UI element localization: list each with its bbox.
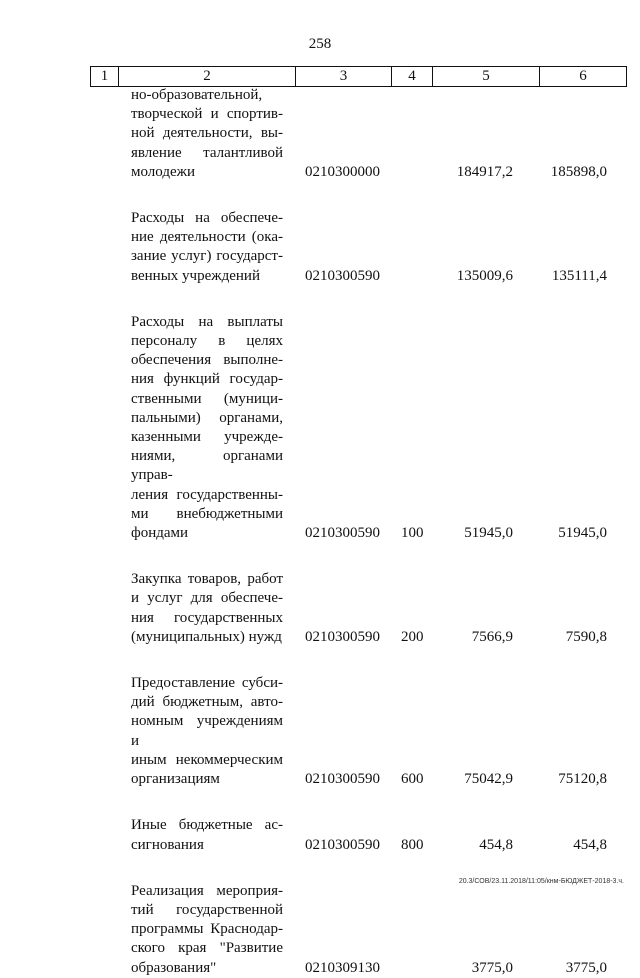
description-line: венных учреждений: [131, 267, 260, 284]
row-description: [131, 816, 283, 854]
column-header-table: [90, 66, 627, 87]
description-line: Реализация мероприя-: [131, 882, 283, 899]
description-line: зание услуг) государст-: [131, 248, 283, 265]
description-line: ние деятельности (ока-: [131, 229, 283, 246]
column-header-1: 1: [91, 67, 119, 87]
row-code: 0210300590: [305, 628, 380, 645]
description-line: ной деятельности, вы-: [131, 125, 283, 142]
row-code: 0210300590: [305, 525, 380, 542]
table-row: [0, 816, 640, 854]
table-row: [0, 882, 640, 978]
description-line: ления государственны-: [131, 486, 283, 503]
description-line: иным некоммерческим: [131, 751, 283, 768]
column-header-5: 5: [433, 67, 540, 87]
description-line: фондами: [131, 525, 189, 542]
table-row: [0, 86, 640, 182]
description-line: ского края "Развитие: [131, 940, 283, 957]
row-expense-type: 200: [401, 628, 424, 645]
row-value-2018: 135009,6: [456, 267, 513, 284]
description-line: сигнования: [131, 836, 204, 853]
row-expense-type: 600: [401, 771, 424, 788]
column-header-3: 3: [296, 67, 392, 87]
description-line: явление талантливой: [131, 144, 283, 161]
table-row: [0, 674, 640, 789]
row-value-2019: 75120,8: [558, 771, 607, 788]
description-line: программы Краснодар-: [131, 921, 283, 938]
column-header-6: 6: [540, 67, 627, 87]
row-value-2019: 135111,4: [551, 267, 607, 284]
row-code: 0210300000: [305, 163, 380, 180]
row-code: 0210300590: [305, 836, 380, 853]
row-value-2018: 3775,0: [471, 959, 513, 976]
row-value-2018: 51945,0: [464, 525, 513, 542]
description-line: Предоставление субси-: [131, 675, 283, 692]
table-row: [0, 209, 640, 286]
description-line: казенными учрежде-: [131, 429, 283, 446]
description-line: обеспечения выполне-: [131, 352, 283, 369]
row-value-2018: 454,8: [479, 836, 513, 853]
row-description: [131, 674, 283, 789]
description-line: Расходы на обеспече-: [131, 210, 283, 227]
table-row: [0, 570, 640, 647]
row-value-2019: 185898,0: [550, 163, 607, 180]
description-line: номным учреждениям и: [131, 713, 283, 749]
description-line: (муниципальных) нужд: [131, 628, 282, 645]
row-value-2018: 75042,9: [464, 771, 513, 788]
budget-rows: [0, 86, 640, 978]
column-header-4: 4: [392, 67, 433, 87]
row-expense-type: 800: [401, 836, 424, 853]
description-line: ми внебюджетными: [131, 505, 283, 522]
row-code: 0210300590: [305, 267, 380, 284]
row-value-2018: 7566,9: [471, 628, 513, 645]
description-line: Закупка товаров, работ: [131, 571, 283, 588]
row-value-2019: 454,8: [573, 836, 607, 853]
description-line: пальными) органами,: [131, 409, 283, 426]
row-description: [131, 86, 283, 182]
row-value-2018: 184917,2: [456, 163, 513, 180]
row-value-2019: 7590,8: [565, 628, 607, 645]
row-description: [131, 882, 283, 978]
description-line: и услуг для обеспече-: [131, 590, 283, 607]
description-line: Расходы на выплаты: [131, 313, 283, 330]
column-header-row: [91, 67, 627, 87]
footer-file-stamp: 20.3/СОВ/23.11.2018/11:05/кнм-БЮДЖЕТ-2018-3.ч.: [458, 878, 624, 885]
row-value-2019: 51945,0: [558, 525, 607, 542]
row-code: 0210309130: [305, 959, 380, 976]
description-line: молодежи: [131, 163, 196, 180]
table-row: [0, 313, 640, 543]
description-line: ния функций государ-: [131, 371, 283, 388]
description-line: образования": [131, 959, 217, 976]
row-description: [131, 313, 283, 543]
column-header-2: 2: [119, 67, 296, 87]
description-line: творческой и спортив-: [131, 106, 283, 123]
row-code: 0210300590: [305, 771, 380, 788]
row-expense-type: 100: [401, 525, 424, 542]
description-line: дий бюджетным, авто-: [131, 694, 283, 711]
description-line: Иные бюджетные ас-: [131, 817, 283, 834]
description-line: организациям: [131, 771, 220, 788]
page-number: 258: [308, 36, 332, 52]
description-line: персоналу в целях: [131, 333, 283, 350]
row-description: [131, 570, 283, 647]
description-line: ственными (муници-: [131, 390, 283, 407]
row-value-2019: 3775,0: [565, 959, 607, 976]
description-line: ниями, органами управ-: [131, 448, 283, 484]
description-line: тий государственной: [131, 901, 283, 918]
description-line: ния государственных: [131, 609, 283, 626]
description-line: но-образовательной,: [131, 87, 263, 103]
row-description: [131, 209, 283, 286]
